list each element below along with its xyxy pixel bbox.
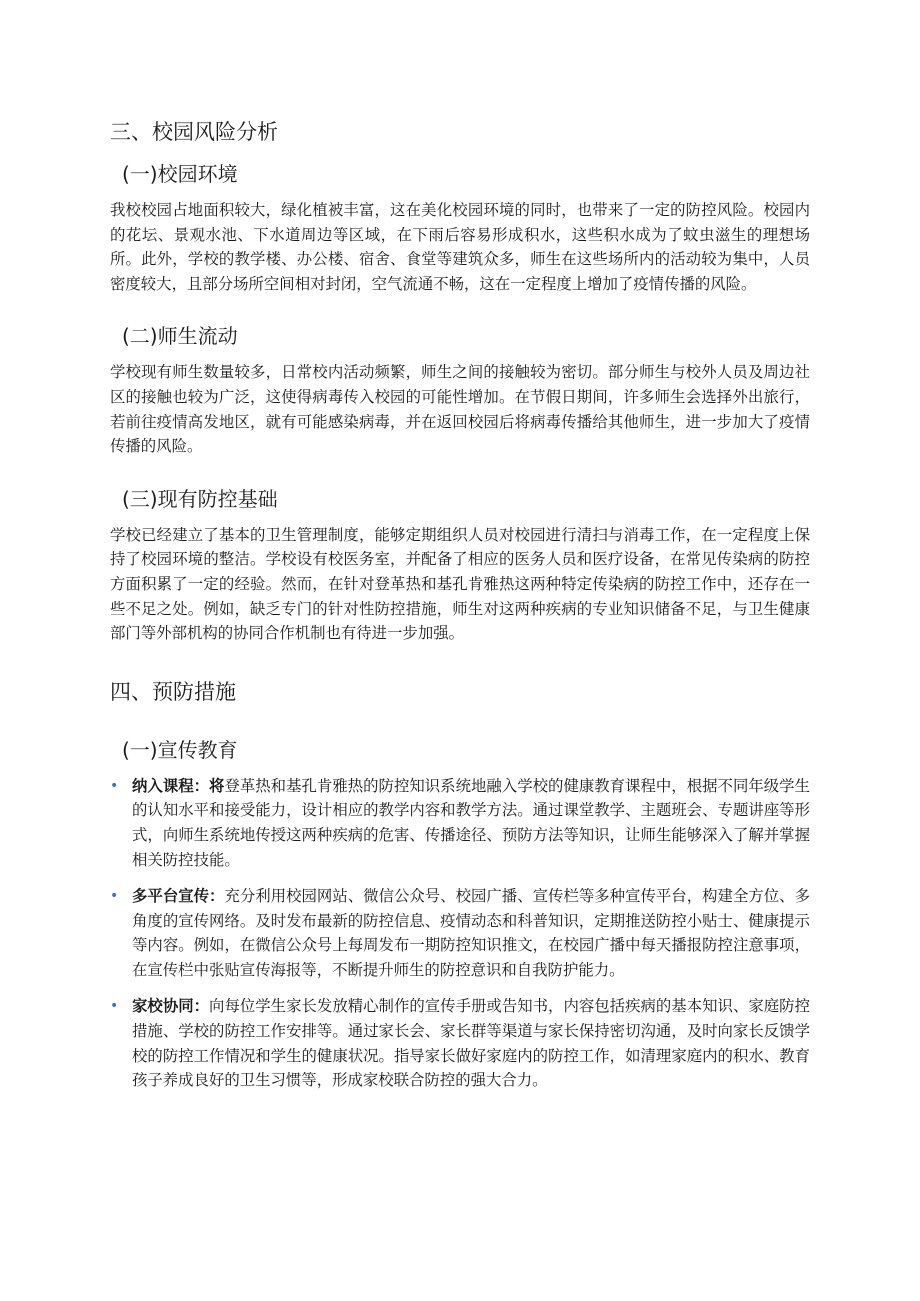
- item-lead: 多平台宣传：: [132, 887, 225, 906]
- section-heading: 四、预防措施: [110, 679, 236, 704]
- item-text: 向每位学生家长发放精心制作的宣传手册或告知书，内容包括疾病的基本知识、家庭防控措施、学校的防控工作安排等。通过家长会、家长群等渠道与家长保持密切沟通，及时向家长反馈学校的防控工作情况和学生的健康状况。指导家长做好家庭内的防控工作，如清理家庭内的积水、教育孩子养成良好的卫生习惯等，形成家校联合防控的强大合力。: [132, 997, 810, 1090]
- bullet-icon: •: [110, 998, 119, 1015]
- item-text: 充分利用校园网站、微信公众号、校园广播、宣传栏等多种宣传平台，构建全方位、多角度的宣传网络。及时发布最新的防控信息、疫情动态和科普知识，定期推送防控小贴士、健康提示等内容。例如，在微信公众号上每周发布一期防控知识推文，在校园广播中每天播报防控注意事项，在宣传栏中张贴宣传海报等，不断提升师生的防控意识和自我防护能力。: [132, 887, 810, 979]
- paragraph: 学校已经建立了基本的卫生管理制度，能够定期组织人员对校园进行清扫与消毒工作，在一定程度上保持了校园环境的整洁。学校设有校医务室，并配备了相应的医务人员和医疗设备，在常见传染病的防控方面积累了一定的经验。然而，在针对登革热和基孔肯雅热这两种特定传染病的防控工作中，还存在一些不足之处。例如，缺乏专门的针对性防控措施，师生对这两种疾病的专业知识储备不足，与卫生健康部门等外部机构的协同合作机制也有待进一步加强。: [110, 525, 810, 643]
- item-lead: 家校协同：: [132, 997, 210, 1016]
- subsection-heading: (一)校园环境: [122, 162, 238, 186]
- list-item: [110, 884, 810, 982]
- paragraph: 我校校园占地面积较大，绿化植被丰富，这在美化校园环境的同时，也带来了一定的防控风险。校园内的花坛、景观水池、下水道周边等区域，在下雨后容易形成积水，这些积水成为了蚊虫滋生的理想场所。此外，学校的教学楼、办公楼、宿舍、食堂等建筑众多，师生在这些场所内的活动较为集中，人员密度较大，且部分场所空间相对封闭，空气流通不畅，这在一定程度上增加了疫情传播的风险。: [110, 201, 810, 293]
- section-heading: 三、校园风险分析: [110, 120, 278, 144]
- subsection-heading: (一)宣传教育: [122, 737, 238, 762]
- item-text: 登革热和基孔肯雅热的防控知识系统地融入学校的健康教育课程中，根据不同年级学生的认知水平和接受能力，设计相应的教学内容和教学方法。通过课堂教学、主题班会、专题讲座等形式，向师生系统地传授这两种疾病的危害、传播途径、预防方法等知识，让师生能够深入了解并掌握相关防控技能。: [132, 776, 810, 869]
- document-page: [110, 112, 810, 1105]
- bullet-list: [110, 774, 810, 1093]
- bullet-icon: •: [110, 777, 119, 794]
- item-lead: 纳入课程：将: [132, 776, 225, 795]
- subsection-heading: (三)现有防控基础: [122, 486, 278, 511]
- list-item: [110, 994, 810, 1092]
- paragraph: 学校现有师生数量较多，日常校内活动频繁，师生之间的接触较为密切。部分师生与校外人员及周边社区的接触也较为广泛，这使得病毒传入校园的可能性增加。在节假日期间，许多师生会选择外出旅行，若前往疫情高发地区，就有可能感染病毒，并在返回校园后将病毒传播给其他师生，进一步加大了疫情传播的风险。: [110, 363, 810, 456]
- bullet-icon: •: [110, 888, 119, 905]
- list-item: [110, 774, 810, 872]
- subsection-heading: (二)师生流动: [122, 324, 238, 349]
